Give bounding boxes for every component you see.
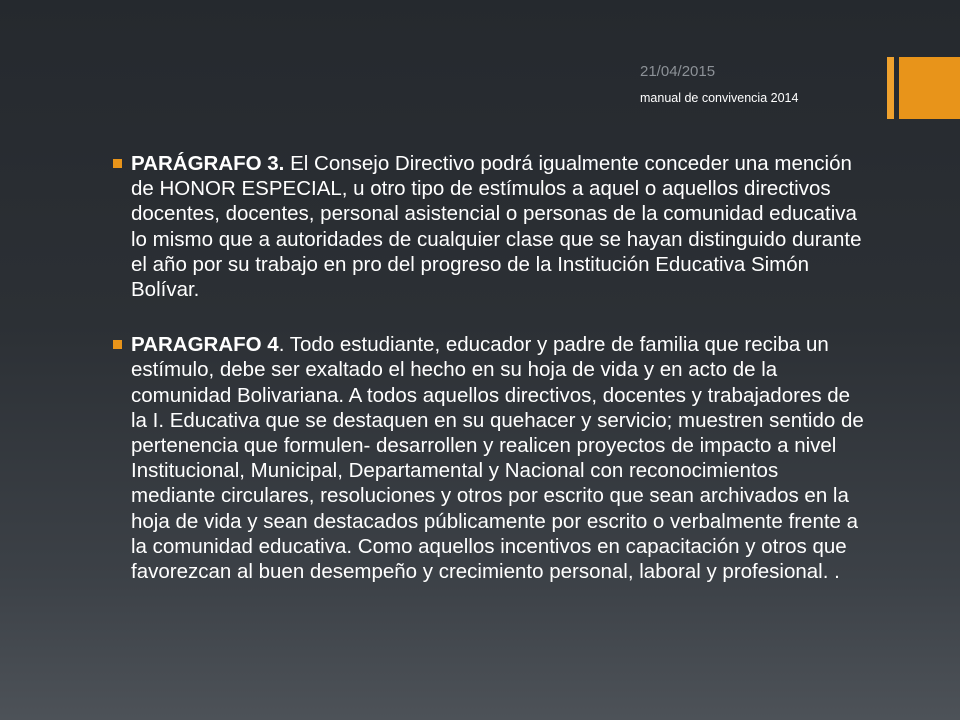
paragraph-text: . Todo estudiante, educador y padre de familia que reciba un estímulo, debe ser exaltado el hecho en su hoja de vida y en acto de la comunidad Bolivariana. A todos aquellos directivos, docentes y trabajadores de la I. Educativa que se destaquen en su quehacer y servicio; muestren sentido de pertenencia que formulen- desarrollen y realicen proyectos de impacto a nivel Institucional, Municipal, Departamental y Nacional con reconocimientos mediante circulares, resoluciones y otros por escrito que sean archivados en la hoja de vida y sean destacados públicamente por escrito o verbalmente frente a la comunidad educativa. Como aquellos incentivos en capacitación y otros que favorezcan al buen desempeño y crecimiento personal, laboral y profesional. . bbox=[131, 333, 864, 584]
slide-footer: manual de convivencia 2014 bbox=[640, 91, 799, 105]
paragraph-lead: PARAGRAFO 4 bbox=[131, 333, 279, 357]
paragraph-lead: PARÁGRAFO 3. bbox=[131, 152, 285, 175]
paragraph-4 bbox=[108, 332, 868, 584]
slide-date: 21/04/2015 bbox=[640, 63, 716, 80]
accent-bar-thick bbox=[899, 57, 960, 119]
slide-content bbox=[108, 151, 868, 584]
bullet-square-icon bbox=[113, 340, 122, 349]
bullet-square-icon bbox=[113, 159, 122, 168]
paragraph-3 bbox=[108, 151, 868, 302]
paragraph-text: El Consejo Directivo podrá igualmente conceder una mención de HONOR ESPECIAL, u otro tipo de estímulos a aquel o aquellos directivos docentes, docentes, personal asistencial o personas de la comunidad educativa lo mismo que a autoridades de cualquier clase que se hayan distinguido durante el año por su trabajo en pro del progreso de la Institución Educativa Simón Bolívar. bbox=[131, 152, 862, 302]
accent-bar-thin bbox=[887, 57, 894, 119]
